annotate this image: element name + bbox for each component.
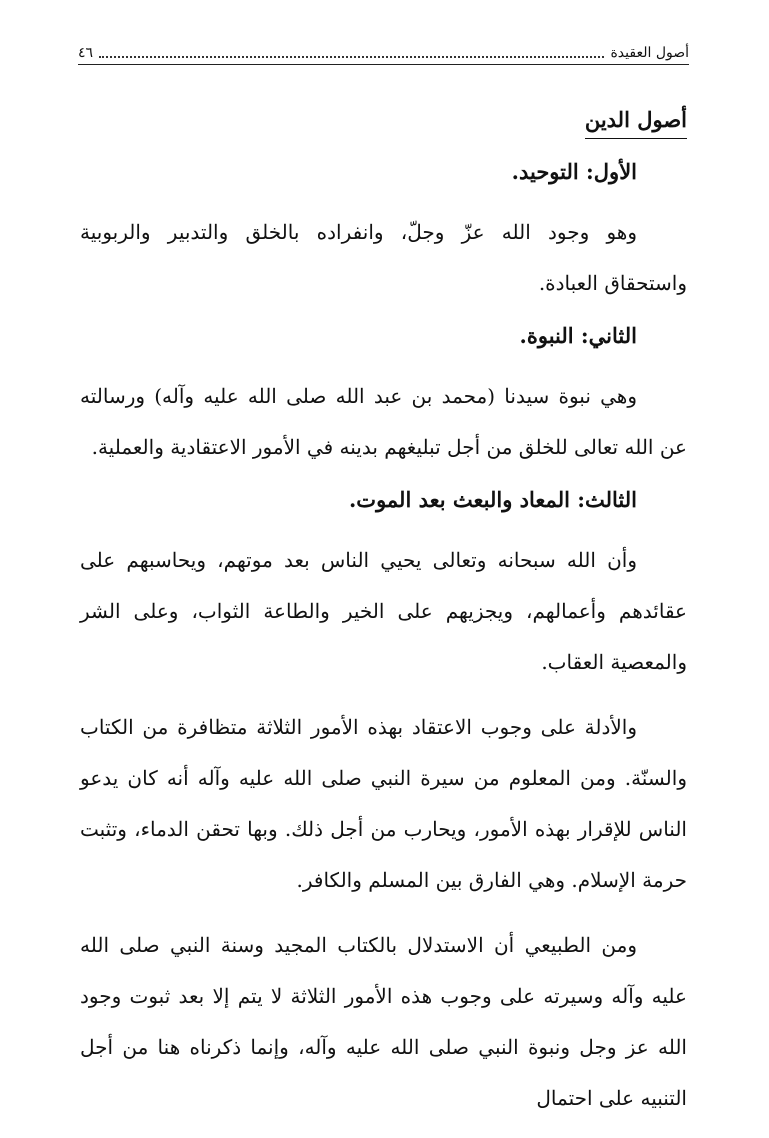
page-number: ٤٦ [78, 45, 94, 61]
paragraph-tawhid: وهو وجود الله عزّ وجلّ، وانفراده بالخلق والتدبير والربوبية واستحقاق العبادة. [80, 220, 687, 295]
running-header [78, 38, 689, 62]
header-rule [78, 64, 689, 65]
heading-nubuwwa: الثاني: النبوة. [519, 323, 637, 348]
paragraph-evidence: والأدلة على وجوب الاعتقاد بهذه الأمور الثلاثة متظافرة من الكتاب والسنّة. ومن المعلوم من سيرة النبي صلى الله عليه وآله أنه كان يدعو الناس للإقرار بهذه الأمور، ويحارب من أجل ذلك. وبها تحقن الدماء، وتثبت حرمة الإسلام. وهي الفارق بين المسلم والكافر. [80, 715, 687, 892]
heading-maad: الثالث: المعاد والبعث بعد الموت. [348, 487, 637, 512]
paragraph-nubuwwa: وهي نبوة سيدنا (محمد بن عبد الله صلى الله عليه وآله) ورسالته عن الله تعالى للخلق من أجل تبليغهم بدينه في الأمور الاعتقادية والعملية. [80, 384, 687, 459]
paragraph-reasoning: ومن الطبيعي أن الاستدلال بالكتاب المجيد وسنة النبي صلى الله عليه وآله وسيرته على وجوب هذه الأمور الثلاثة لا يتم إلا بعد ثبوت وجود الله عز وجل ونبوة النبي صلى الله عليه وآله، وإنما ذكرناه هنا من أجل التنبيه على احتمال [80, 933, 687, 1110]
heading-tawhid: الأول: التوحيد. [511, 159, 637, 184]
leader-dots [99, 56, 604, 58]
section-title: أصول الدين [585, 104, 687, 139]
running-title: أصول العقيدة [610, 45, 689, 61]
page-body [80, 104, 687, 1138]
paragraph-maad: وأن الله سبحانه وتعالى يحيي الناس بعد موتهم، ويحاسبهم على عقائدهم وأعمالهم، ويجزيهم على الخير والطاعة الثواب، وعلى الشر والمعصية العقاب. [80, 548, 687, 674]
